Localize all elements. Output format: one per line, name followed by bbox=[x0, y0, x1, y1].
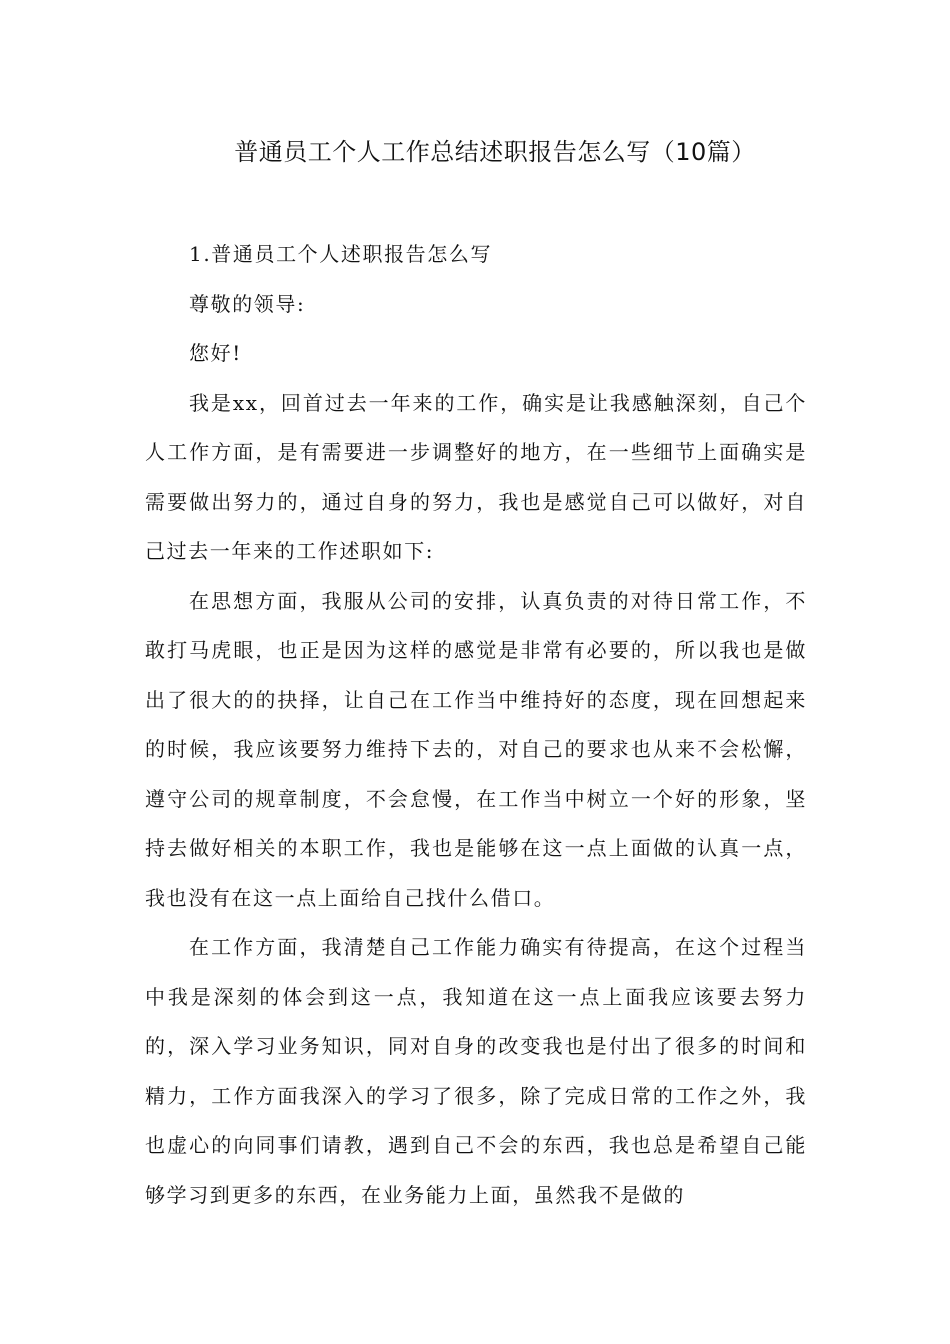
salutation: 尊敬的领导: bbox=[189, 291, 306, 316]
greeting: 您好! bbox=[189, 341, 242, 365]
section-heading: 1.普通员工个人述职报告怎么写 bbox=[189, 242, 493, 266]
paragraph-thinking: 在思想方面，我服从公司的安排，认真负责的对待日常工作，不敢打马虎眼，也正是因为这样的感觉是非常有必要的，所以我也是做出了很大的的抉择，让自己在工作当中维持好的态度，现在回想起来的时候，我应该要努力维持下去的，对自己的要求也从来不会松懈，遵守公司的规章制度，不会怠慢，在工作当中树立一个好的形象，坚持去做好相关的本职工作，我也是能够在这一点上面做的认真一点，我也没有在这一点上面给自己找什么借口。 bbox=[145, 588, 807, 910]
paragraph-work: 在工作方面，我清楚自己工作能力确实有待提高，在这个过程当中我是深刻的体会到这一点，我知道在这一点上面我应该要去努力的，深入学习业务知识，同对自身的改变我也是付出了很多的时间和精力，工作方面我深入的学习了很多，除了完成日常的工作之外，我也虚心的向同事们请教，遇到自己不会的东西，我也总是希望自己能够学习到更多的东西，在业务能力上面，虽然我不是做的 bbox=[145, 935, 807, 1207]
paragraph-intro: 我是xx，回首过去一年来的工作，确实是让我感触深刻，自己个人工作方面，是有需要进一步调整好的地方，在一些细节上面确实是需要做出努力的，通过自身的努力，我也是感觉自己可以做好，对自己过去一年来的工作述职如下: bbox=[145, 390, 807, 563]
document-body bbox=[145, 230, 807, 1220]
document-title: 普通员工个人工作总结述职报告怎么写（10篇） bbox=[234, 138, 756, 166]
